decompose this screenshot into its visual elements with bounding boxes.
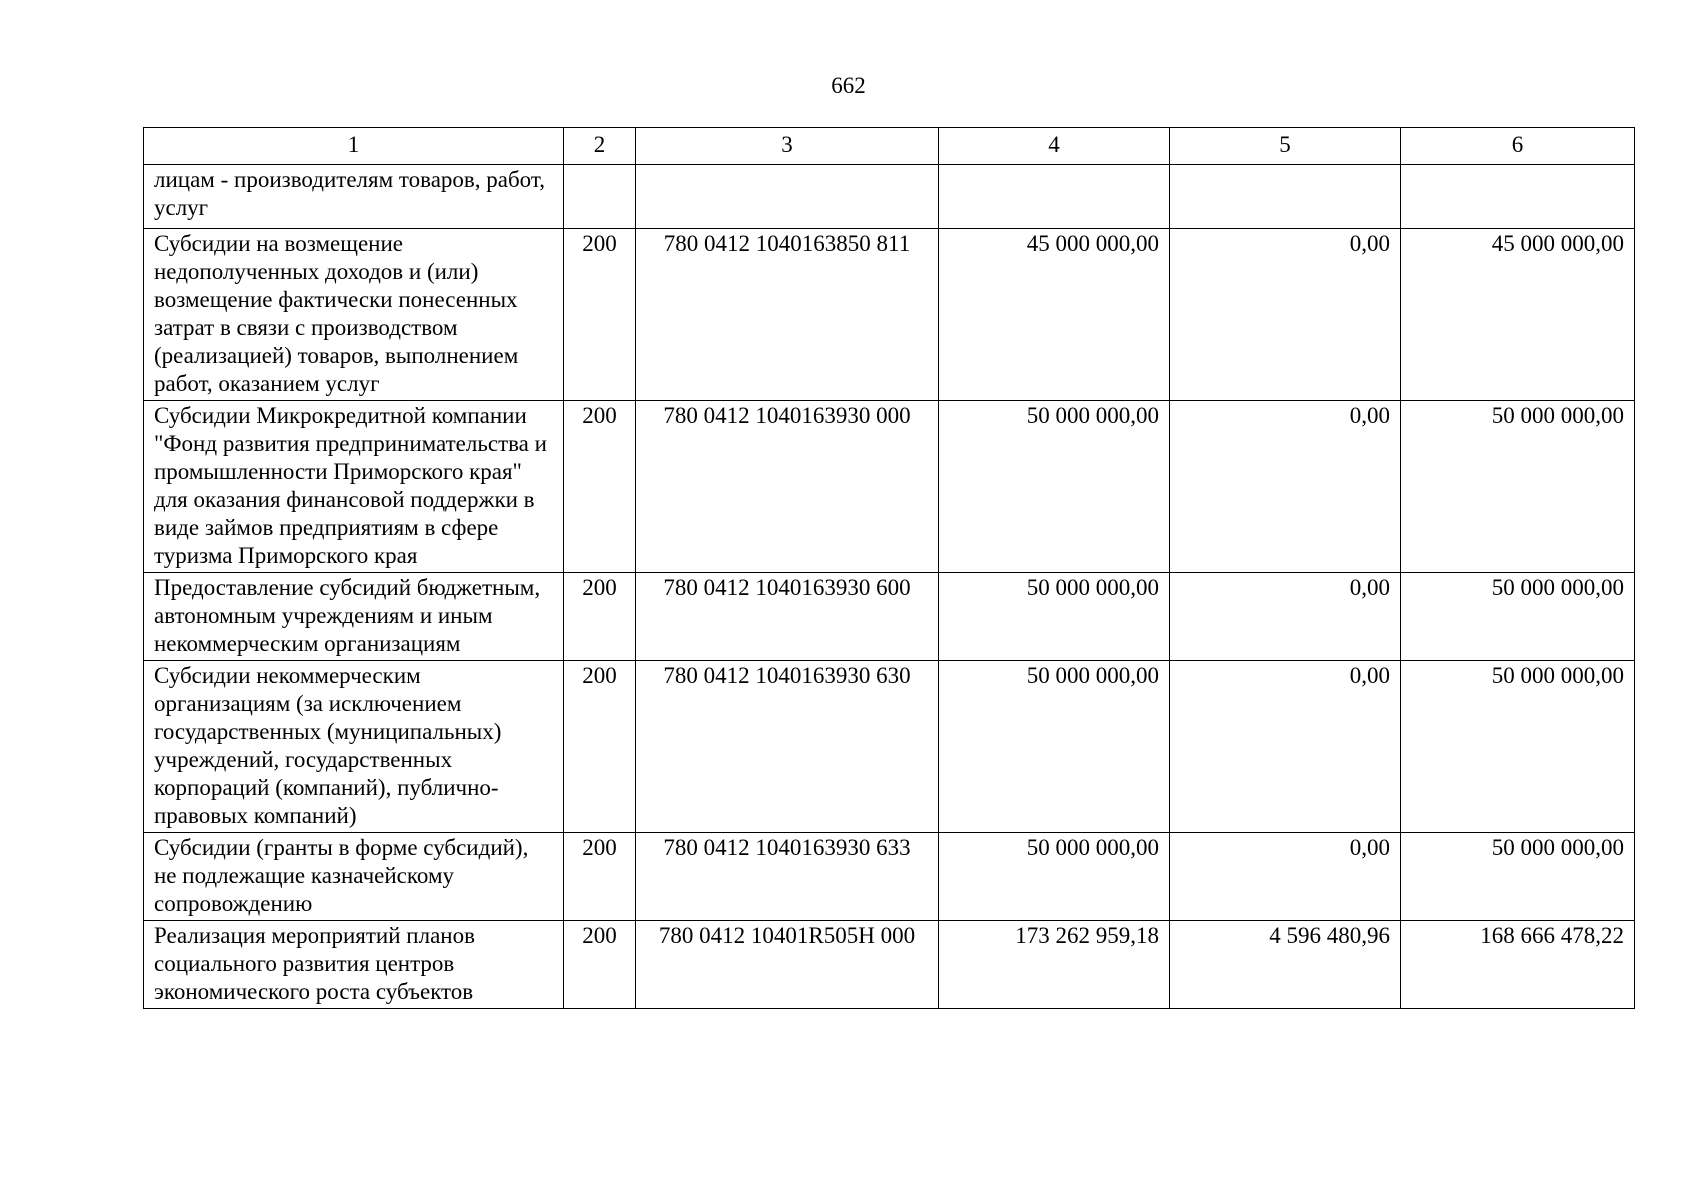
row-amount <box>939 165 1170 229</box>
table-row <box>144 833 1635 921</box>
row-code: 780 0412 1040163930 633 <box>636 833 939 921</box>
row-amount: 50 000 000,00 <box>939 573 1170 661</box>
budget-table <box>143 127 1635 1009</box>
row-col2: 200 <box>564 661 636 833</box>
header-row <box>144 128 1635 165</box>
row-code <box>636 165 939 229</box>
row-total: 50 000 000,00 <box>1401 661 1635 833</box>
table-row <box>144 661 1635 833</box>
row-change <box>1170 165 1401 229</box>
table-row <box>144 401 1635 573</box>
row-total: 168 666 478,22 <box>1401 921 1635 1009</box>
row-col2: 200 <box>564 401 636 573</box>
row-total <box>1401 165 1635 229</box>
row-change: 0,00 <box>1170 833 1401 921</box>
row-amount: 50 000 000,00 <box>939 401 1170 573</box>
header-col-4: 4 <box>939 128 1170 165</box>
row-change: 0,00 <box>1170 661 1401 833</box>
row-code: 780 0412 1040163850 811 <box>636 229 939 401</box>
row-code: 780 0412 1040163930 600 <box>636 573 939 661</box>
row-change: 4 596 480,96 <box>1170 921 1401 1009</box>
row-col2: 200 <box>564 573 636 661</box>
header-col-6: 6 <box>1401 128 1635 165</box>
row-code: 780 0412 1040163930 630 <box>636 661 939 833</box>
row-description: лицам - производителям товаров, работ, услуг <box>144 165 564 229</box>
row-description: Субсидии на возмещение недополученных доходов и (или) возмещение фактически понесенных затрат в связи с производством (реализацией) товаров, выполнением работ, оказанием услуг <box>144 229 564 401</box>
row-code: 780 0412 10401R505H 000 <box>636 921 939 1009</box>
table-row <box>144 229 1635 401</box>
row-description: Реализация мероприятий планов социального развития центров экономического роста субъектов <box>144 921 564 1009</box>
row-col2: 200 <box>564 833 636 921</box>
row-amount: 45 000 000,00 <box>939 229 1170 401</box>
table-row <box>144 921 1635 1009</box>
row-code: 780 0412 1040163930 000 <box>636 401 939 573</box>
row-total: 45 000 000,00 <box>1401 229 1635 401</box>
row-total: 50 000 000,00 <box>1401 833 1635 921</box>
row-col2: 200 <box>564 229 636 401</box>
header-col-2: 2 <box>564 128 636 165</box>
table-row <box>144 573 1635 661</box>
row-col2 <box>564 165 636 229</box>
row-change: 0,00 <box>1170 401 1401 573</box>
row-total: 50 000 000,00 <box>1401 573 1635 661</box>
row-change: 0,00 <box>1170 573 1401 661</box>
table-body <box>144 165 1635 1009</box>
row-amount: 173 262 959,18 <box>939 921 1170 1009</box>
table-header <box>144 128 1635 165</box>
row-description: Предоставление субсидий бюджетным, автономным учреждениям и иным некоммерческим организациям <box>144 573 564 661</box>
row-amount: 50 000 000,00 <box>939 833 1170 921</box>
row-description: Субсидии (гранты в форме субсидий), не подлежащие казначейскому сопровождению <box>144 833 564 921</box>
row-description: Субсидии некоммерческим организациям (за исключением государственных (муниципальных) учреждений, государственных корпораций (компаний), публично-правовых компаний) <box>144 661 564 833</box>
table-row <box>144 165 1635 229</box>
row-description: Субсидии Микрокредитной компании "Фонд развития предпринимательства и промышленности Приморского края" для оказания финансовой поддержки в виде займов предприятиям в сфере туризма Приморского края <box>144 401 564 573</box>
row-amount: 50 000 000,00 <box>939 661 1170 833</box>
row-change: 0,00 <box>1170 229 1401 401</box>
header-col-1: 1 <box>144 128 564 165</box>
header-col-5: 5 <box>1170 128 1401 165</box>
header-col-3: 3 <box>636 128 939 165</box>
row-col2: 200 <box>564 921 636 1009</box>
page-number: 662 <box>831 73 866 98</box>
row-total: 50 000 000,00 <box>1401 401 1635 573</box>
